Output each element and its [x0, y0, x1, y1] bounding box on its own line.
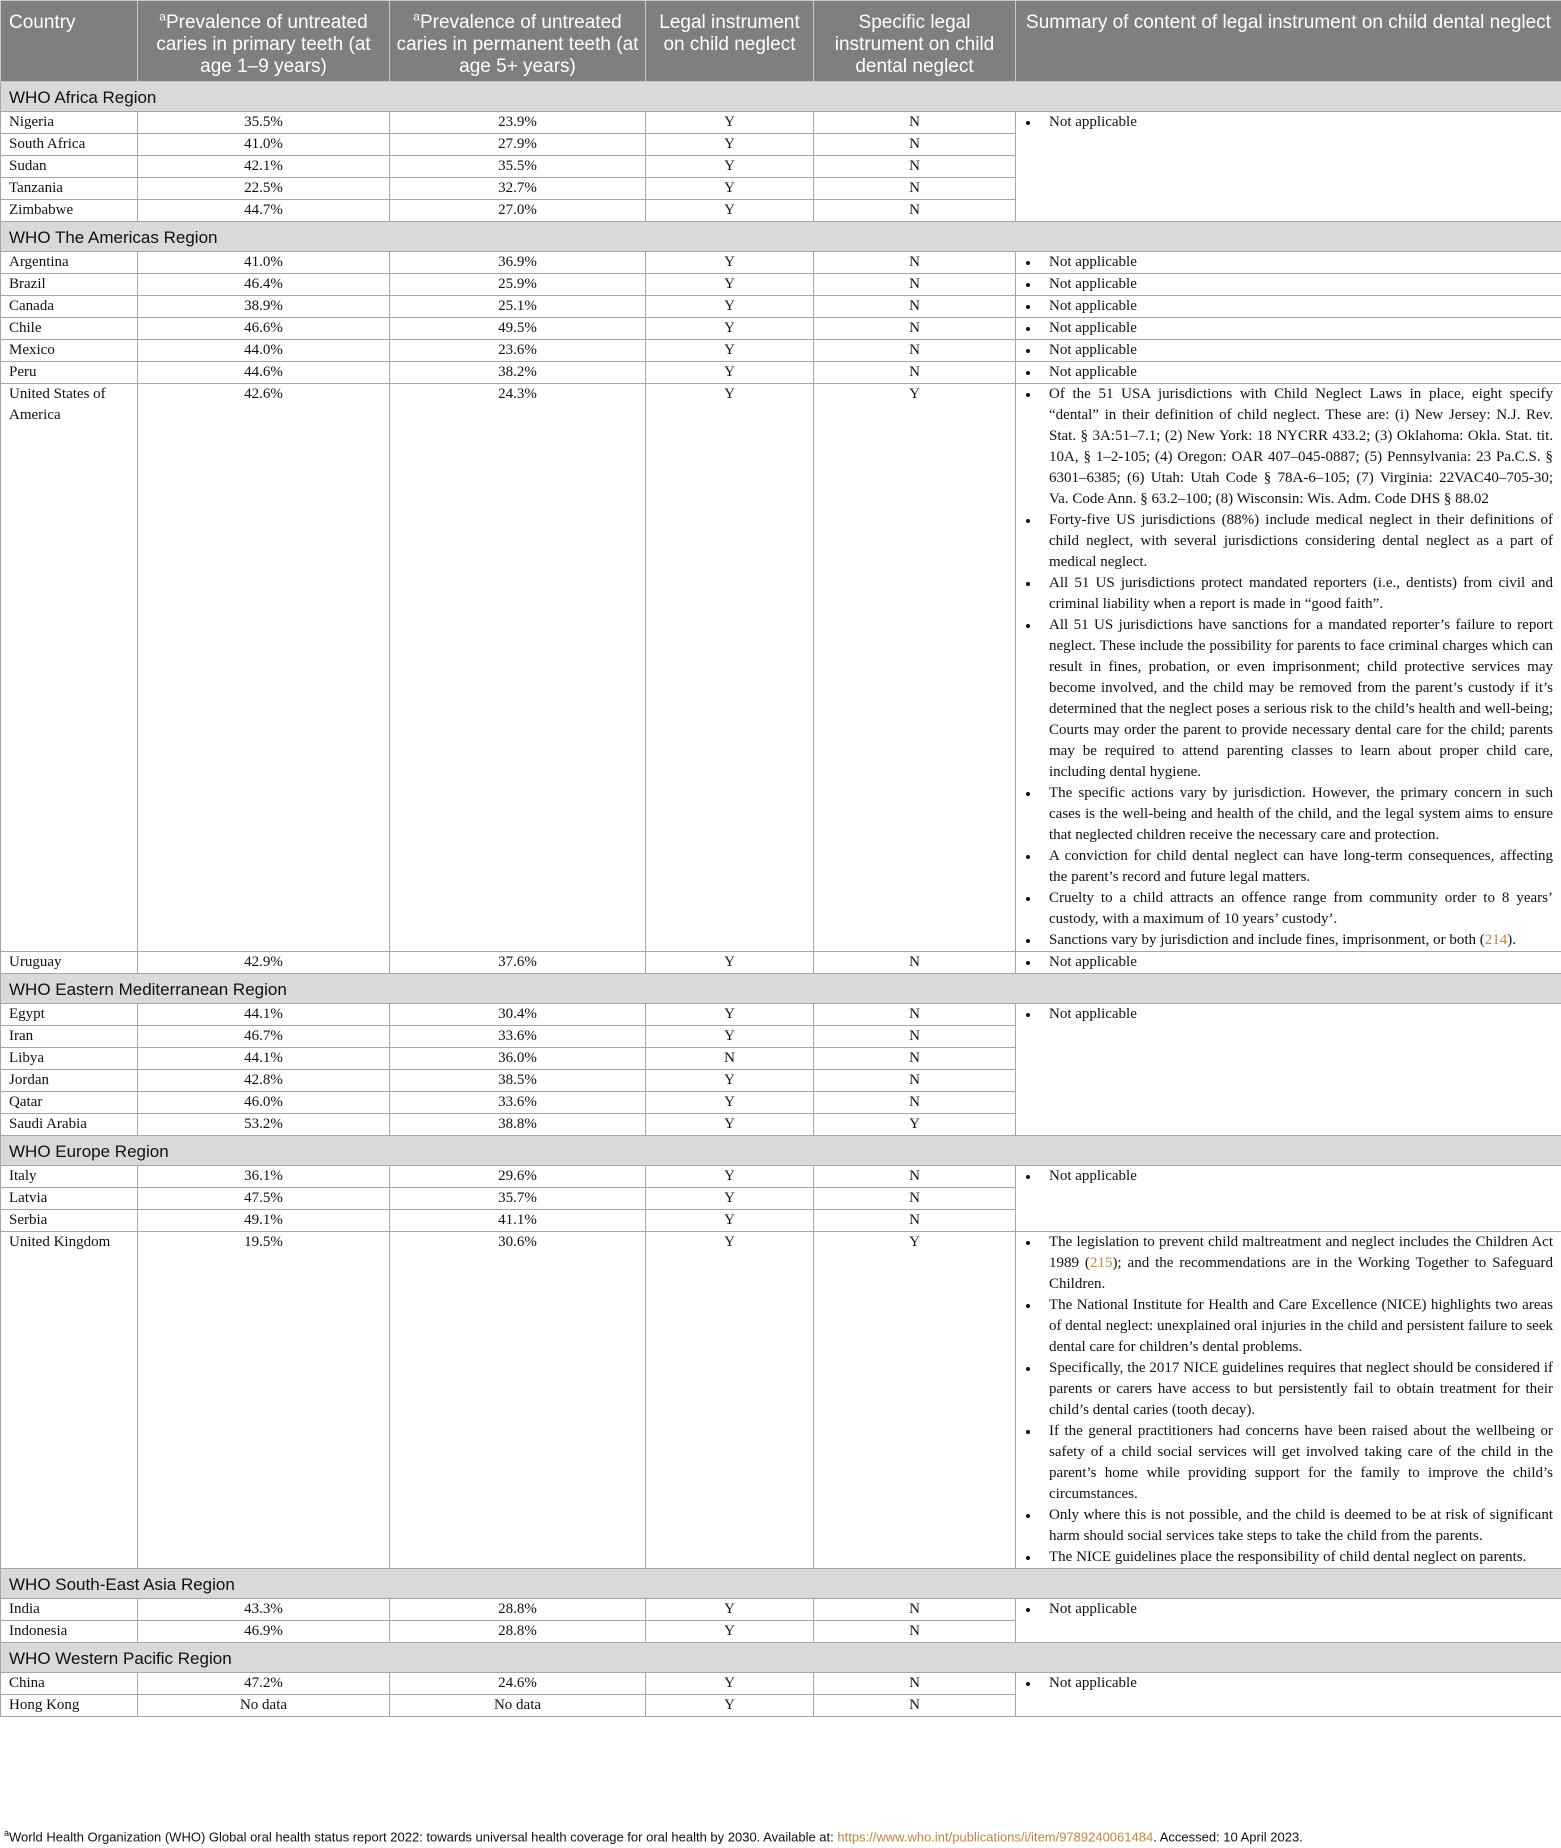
summary-bullet: • The NICE guidelines place the responsibility of child dental neglect on parents. [1040, 1547, 1553, 1568]
summary-cell [1016, 384, 1561, 952]
country-cell: Zimbabwe [1, 200, 138, 222]
specific-cell: N [814, 156, 1016, 178]
primary-cell: 49.1% [138, 1210, 390, 1232]
summary-bullet: • Not applicable [1040, 112, 1553, 133]
legal-cell: Y [646, 1070, 814, 1092]
summary-bullet: • All 51 US jurisdictions have sanctions for a mandated reporter’s failure to report neglect. These include the possibility for parents to face criminal charges which can result in fines, probation, or even imprisonment; child protective services may become involved, and the child may be removed from the parent’s custody if it’s determined that the neglect poses a serious risk to the child’s health and well-being; Courts may order the parent to provide necessary dental care for the child; parents may be required to attend parenting classes to learn about proper child care, including dental hygiene. [1040, 615, 1553, 783]
table-row [1, 318, 1561, 340]
specific-cell: Y [814, 1232, 1016, 1569]
primary-cell: 44.6% [138, 362, 390, 384]
permanent-cell: 25.1% [390, 296, 646, 318]
primary-cell: 35.5% [138, 112, 390, 134]
primary-cell: 43.3% [138, 1599, 390, 1621]
permanent-cell: 30.4% [390, 1004, 646, 1026]
legal-cell: N [646, 1048, 814, 1070]
permanent-cell: 37.6% [390, 952, 646, 974]
legal-cell: Y [646, 1599, 814, 1621]
specific-cell: N [814, 1695, 1016, 1717]
permanent-cell: 35.7% [390, 1188, 646, 1210]
region-row-western-pacific [1, 1643, 1561, 1673]
summary-cell [1016, 1004, 1561, 1136]
specific-cell: N [814, 274, 1016, 296]
legal-cell: Y [646, 318, 814, 340]
table-row [1, 1232, 1561, 1569]
legal-cell: Y [646, 362, 814, 384]
country-cell: Serbia [1, 1210, 138, 1232]
summary-bullet: • Not applicable [1040, 252, 1553, 273]
primary-cell: 38.9% [138, 296, 390, 318]
region-row-africa [1, 82, 1561, 112]
legal-cell: Y [646, 274, 814, 296]
legal-cell: Y [646, 1210, 814, 1232]
table-row [1, 1004, 1561, 1026]
legal-cell: Y [646, 200, 814, 222]
specific-cell: N [814, 112, 1016, 134]
specific-cell: N [814, 1210, 1016, 1232]
region-title: WHO Europe Region [1, 1136, 1561, 1166]
region-title: WHO The Americas Region [1, 222, 1561, 252]
citation-link[interactable]: 215 [1089, 1255, 1113, 1271]
permanent-cell: 30.6% [390, 1232, 646, 1569]
permanent-cell: 41.1% [390, 1210, 646, 1232]
header-country: Country [1, 1, 138, 82]
country-cell: Saudi Arabia [1, 1114, 138, 1136]
legal-cell: Y [646, 1232, 814, 1569]
primary-cell: 42.1% [138, 156, 390, 178]
region-row-south-east-asia [1, 1569, 1561, 1599]
country-cell: Nigeria [1, 112, 138, 134]
permanent-cell: 36.0% [390, 1048, 646, 1070]
summary-bullet: • Not applicable [1040, 952, 1553, 973]
legal-cell: Y [646, 1166, 814, 1188]
table-row [1, 1599, 1561, 1621]
primary-cell: 46.6% [138, 318, 390, 340]
region-title: WHO Africa Region [1, 82, 1561, 112]
permanent-cell: 28.8% [390, 1621, 646, 1643]
summary-cell [1016, 1232, 1561, 1569]
table-row [1, 1673, 1561, 1695]
header-specific-instrument: Specific legal instrument on child dental neglect [814, 1, 1016, 82]
primary-cell: 44.0% [138, 340, 390, 362]
summary-cell [1016, 952, 1561, 974]
summary-cell [1016, 252, 1561, 274]
summary-bullet: • Not applicable [1040, 1004, 1553, 1025]
table-footnote: $^a$World Health Organization (WHO) Global oral health status report 2022: towards universal health coverage for oral health by 2030. Available at: https://www.who.int/publications/i/item/9789240061484. Accessed: 10 April 2023. [4, 1828, 1303, 1845]
primary-cell: 19.5% [138, 1232, 390, 1569]
legal-cell: Y [646, 156, 814, 178]
region-title: WHO Western Pacific Region [1, 1643, 1561, 1673]
table-row [1, 112, 1561, 134]
table-row [1, 952, 1561, 974]
permanent-cell: 28.8% [390, 1599, 646, 1621]
permanent-cell: 35.5% [390, 156, 646, 178]
country-cell: Mexico [1, 340, 138, 362]
country-cell: Hong Kong [1, 1695, 138, 1717]
summary-bullet: • A conviction for child dental neglect can have long-term consequences, affecting the parent’s record and future legal matters. [1040, 846, 1553, 888]
country-cell: Argentina [1, 252, 138, 274]
specific-cell: N [814, 252, 1016, 274]
legal-cell: Y [646, 952, 814, 974]
permanent-cell: 38.2% [390, 362, 646, 384]
legal-cell: Y [646, 296, 814, 318]
permanent-cell: 33.6% [390, 1026, 646, 1048]
legal-cell: Y [646, 178, 814, 200]
specific-cell: N [814, 1092, 1016, 1114]
summary-bullet: • Not applicable [1040, 362, 1553, 383]
specific-cell: N [814, 362, 1016, 384]
summary-bullet: • Of the 51 USA jurisdictions with Child Neglect Laws in place, eight specify “dental” in their definition of child neglect. These are: (i) New Jersey: N.J. Rev. Stat. § 3A:51–7.1; (2) New York: 18 NYCRR 433.2; (3) Oklahoma: Okla. Stat. tit. 10A, § 1–2-105; (4) Oregon: OAR 407–045-0887; (5) Pennsylvania: 23 Pa.C.S. § 6301–6385; (6) Utah: Utah Code § 78A-6–105; (7) Virginia: 22VAC40–705-30; Va. Code Ann. § 63.2–100; (8) Wisconsin: Wis. Adm. Code DHS § 88.02 [1040, 384, 1553, 510]
summary-bullet: • Not applicable [1040, 340, 1553, 361]
specific-cell: Y [814, 1114, 1016, 1136]
citation-link[interactable]: 214 [1484, 932, 1508, 948]
legal-cell: Y [646, 1621, 814, 1643]
permanent-cell: 27.9% [390, 134, 646, 156]
summary-bullet: • Not applicable [1040, 274, 1553, 295]
specific-cell: N [814, 178, 1016, 200]
permanent-cell: 25.9% [390, 274, 646, 296]
summary-cell [1016, 340, 1561, 362]
table-row [1, 384, 1561, 952]
header-primary-prevalence: $^a$Prevalence of untreated caries in primary teeth (at age 1–9 years) [138, 1, 390, 82]
legal-cell: Y [646, 1695, 814, 1717]
permanent-cell: 32.7% [390, 178, 646, 200]
summary-bullet: • If the general practitioners had concerns have been raised about the wellbeing or safety of a child social services will get involved taking care of the child in the parent’s home while providing support for the family to improve the child’s circumstances. [1040, 1421, 1553, 1505]
country-cell: Peru [1, 362, 138, 384]
region-row-europe [1, 1136, 1561, 1166]
primary-cell: 47.5% [138, 1188, 390, 1210]
primary-cell: 36.1% [138, 1166, 390, 1188]
summary-cell [1016, 296, 1561, 318]
permanent-cell: 29.6% [390, 1166, 646, 1188]
summary-cell [1016, 318, 1561, 340]
primary-cell: 44.1% [138, 1004, 390, 1026]
permanent-cell: 23.9% [390, 112, 646, 134]
primary-cell: 44.1% [138, 1048, 390, 1070]
primary-cell: 53.2% [138, 1114, 390, 1136]
permanent-cell: No data [390, 1695, 646, 1717]
legal-cell: Y [646, 1114, 814, 1136]
specific-cell: N [814, 1188, 1016, 1210]
summary-cell [1016, 1166, 1561, 1232]
country-cell: Indonesia [1, 1621, 138, 1643]
specific-cell: N [814, 1621, 1016, 1643]
country-cell: Uruguay [1, 952, 138, 974]
summary-bullet: • Not applicable [1040, 1599, 1553, 1620]
primary-cell: 46.9% [138, 1621, 390, 1643]
specific-cell: N [814, 1166, 1016, 1188]
region-title: WHO Eastern Mediterranean Region [1, 974, 1561, 1004]
country-cell: Qatar [1, 1092, 138, 1114]
legal-cell: Y [646, 1026, 814, 1048]
permanent-cell: 23.6% [390, 340, 646, 362]
specific-cell: N [814, 1048, 1016, 1070]
country-cell: China [1, 1673, 138, 1695]
permanent-cell: 27.0% [390, 200, 646, 222]
table-row [1, 362, 1561, 384]
country-cell: Brazil [1, 274, 138, 296]
summary-cell [1016, 1673, 1561, 1717]
specific-cell: N [814, 1599, 1016, 1621]
legal-cell: Y [646, 134, 814, 156]
specific-cell: N [814, 1673, 1016, 1695]
table-row [1, 340, 1561, 362]
legal-cell: Y [646, 384, 814, 952]
permanent-cell: 49.5% [390, 318, 646, 340]
primary-cell: 42.8% [138, 1070, 390, 1092]
table-row [1, 274, 1561, 296]
primary-cell: 46.4% [138, 274, 390, 296]
country-cell: South Africa [1, 134, 138, 156]
country-cell: Latvia [1, 1188, 138, 1210]
country-cell: Iran [1, 1026, 138, 1048]
header-row [1, 1, 1561, 82]
primary-cell: 42.6% [138, 384, 390, 952]
permanent-cell: 33.6% [390, 1092, 646, 1114]
specific-cell: Y [814, 384, 1016, 952]
summary-bullet: • Not applicable [1040, 1166, 1553, 1187]
primary-cell: 44.7% [138, 200, 390, 222]
permanent-cell: 24.3% [390, 384, 646, 952]
primary-cell: 42.9% [138, 952, 390, 974]
specific-cell: N [814, 296, 1016, 318]
specific-cell: N [814, 952, 1016, 974]
primary-cell: 47.2% [138, 1673, 390, 1695]
primary-cell: 41.0% [138, 252, 390, 274]
header-legal-instrument: Legal instrument on child neglect [646, 1, 814, 82]
country-cell: Sudan [1, 156, 138, 178]
table-row [1, 1166, 1561, 1188]
specific-cell: N [814, 318, 1016, 340]
table-row [1, 252, 1561, 274]
country-cell: United States of America [1, 384, 138, 952]
summary-bullet: • Specifically, the 2017 NICE guidelines requires that neglect should be considered if parents or carers have access to but persistently fail to obtain treatment for their child’s dental caries (tooth decay). [1040, 1358, 1553, 1421]
legal-cell: Y [646, 252, 814, 274]
header-summary: Summary of content of legal instrument on child dental neglect [1016, 1, 1561, 82]
summary-bullet: • All 51 US jurisdictions protect mandated reporters (i.e., dentists) from civil and criminal liability when a report is made in “good faith”. [1040, 573, 1553, 615]
region-row-eastern-mediterranean [1, 974, 1561, 1004]
summary-cell [1016, 362, 1561, 384]
specific-cell: N [814, 200, 1016, 222]
permanent-cell: 36.9% [390, 252, 646, 274]
summary-bullet: • The legislation to prevent child maltreatment and neglect includes the Children Act 1989 (215); and the recommendations are in the Working Together to Safeguard Children. [1040, 1232, 1553, 1295]
country-cell: Libya [1, 1048, 138, 1070]
legal-cell: Y [646, 340, 814, 362]
country-cell: Italy [1, 1166, 138, 1188]
summary-cell [1016, 274, 1561, 296]
table-row [1, 296, 1561, 318]
summary-bullet: • The National Institute for Health and Care Excellence (NICE) highlights two areas of dental neglect: unexplained oral injuries in the child and persistent failure to seek dental care for children’s dental problems. [1040, 1295, 1553, 1358]
summary-bullet: • Not applicable [1040, 1673, 1553, 1694]
permanent-cell: 38.8% [390, 1114, 646, 1136]
country-cell: United Kingdom [1, 1232, 138, 1569]
header-permanent-prevalence: $^a$Prevalence of untreated caries in permanent teeth (at age 5+ years) [390, 1, 646, 82]
specific-cell: N [814, 1026, 1016, 1048]
legal-cell: Y [646, 1188, 814, 1210]
primary-cell: 22.5% [138, 178, 390, 200]
who-report-link[interactable]: https://www.who.int/publications/i/item/9789240061484 [837, 1829, 1154, 1845]
country-cell: Egypt [1, 1004, 138, 1026]
permanent-cell: 24.6% [390, 1673, 646, 1695]
country-cell: Tanzania [1, 178, 138, 200]
country-cell: Canada [1, 296, 138, 318]
specific-cell: N [814, 1070, 1016, 1092]
country-cell: Jordan [1, 1070, 138, 1092]
summary-bullet: • Forty-five US jurisdictions (88%) include medical neglect in their definitions of child neglect, with several jurisdictions considering dental neglect as a part of medical neglect. [1040, 510, 1553, 573]
summary-bullet: • Not applicable [1040, 318, 1553, 339]
summary-bullet: • Sanctions vary by jurisdiction and include fines, imprisonment, or both (214). [1040, 930, 1553, 951]
country-cell: India [1, 1599, 138, 1621]
primary-cell: 46.7% [138, 1026, 390, 1048]
region-row-americas [1, 222, 1561, 252]
summary-cell [1016, 112, 1561, 222]
legal-cell: Y [646, 1673, 814, 1695]
primary-cell: 41.0% [138, 134, 390, 156]
specific-cell: N [814, 134, 1016, 156]
summary-bullet: • Not applicable [1040, 296, 1553, 317]
legal-cell: Y [646, 112, 814, 134]
primary-cell: No data [138, 1695, 390, 1717]
specific-cell: N [814, 340, 1016, 362]
summary-bullet: • Only where this is not possible, and the child is deemed to be at risk of significant harm should social services take steps to take the child from the parents. [1040, 1505, 1553, 1547]
legal-cell: Y [646, 1004, 814, 1026]
region-title: WHO South-East Asia Region [1, 1569, 1561, 1599]
summary-bullet: • The specific actions vary by jurisdiction. However, the primary concern in such cases is the well-being and health of the child, and the legal system aims to ensure that neglected children receive the necessary care and protection. [1040, 783, 1553, 846]
specific-cell: N [814, 1004, 1016, 1026]
primary-cell: 46.0% [138, 1092, 390, 1114]
summary-cell [1016, 1599, 1561, 1643]
legal-cell: Y [646, 1092, 814, 1114]
permanent-cell: 38.5% [390, 1070, 646, 1092]
country-cell: Chile [1, 318, 138, 340]
summary-bullet: • Cruelty to a child attracts an offence range from community order to 8 years’ custody, with a maximum of 10 years’ custody’. [1040, 888, 1553, 930]
